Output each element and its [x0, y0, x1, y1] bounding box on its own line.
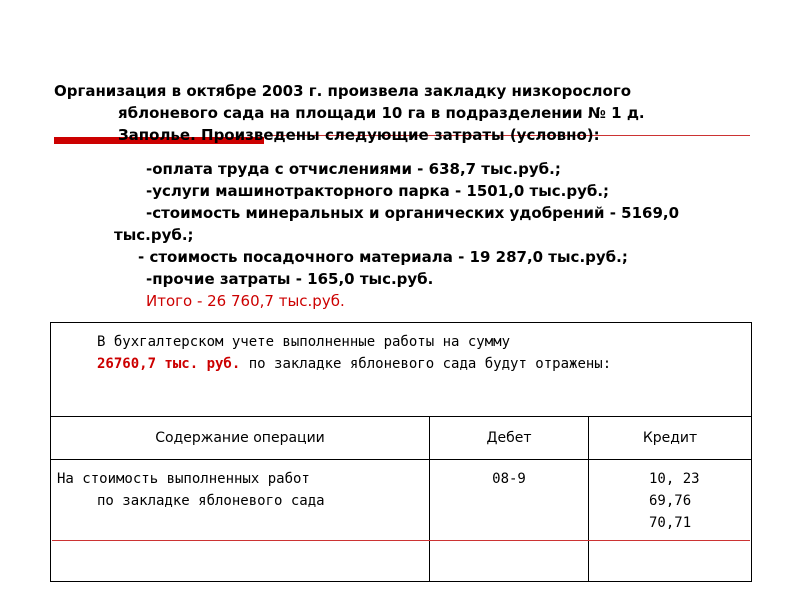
- header-text-post: по закладке яблоневого сада будут отражены:: [240, 356, 612, 372]
- debit-cell: 08-9: [430, 460, 589, 582]
- cost-item: -услуги машинотракторного парка - 1501,0 тыс.руб.;: [146, 182, 610, 200]
- credit-value: 69,76: [649, 493, 692, 510]
- credit-value: 70,71: [649, 515, 692, 532]
- operation-line-2: по закладке яблоневого сада: [97, 493, 325, 510]
- column-header-operation: Содержание операции: [51, 417, 430, 460]
- cost-item: -прочие затраты - 165,0 тыс.руб.: [146, 270, 434, 288]
- intro-line-2: яблоневого сада на площади 10 га в подразделении № 1 д.: [118, 104, 645, 122]
- total-line: Итого - 26 760,7 тыс.руб.: [146, 292, 345, 310]
- operation-line-1: На стоимость выполненных работ: [57, 471, 310, 488]
- header-text-pre: В бухгалтерском учете выполненные работы на сумму: [97, 334, 511, 350]
- table-row: [51, 460, 752, 582]
- credit-cell: [589, 460, 752, 582]
- column-header-credit: Кредит: [589, 417, 752, 460]
- cost-item: -оплата труда с отчислениями - 638,7 тыс.руб.;: [146, 160, 561, 178]
- table-header-cell: [51, 323, 752, 417]
- intro-text: [54, 80, 754, 312]
- operation-cell: [51, 460, 430, 582]
- column-header-debit: Дебет: [430, 417, 589, 460]
- table-header-row: [51, 323, 752, 417]
- credit-value: 10, 23: [649, 471, 700, 488]
- header-amount: 26760,7 тыс. руб.: [97, 356, 241, 372]
- column-header-row: [51, 417, 752, 460]
- intro-line-3: Заполье. Произведены следующие затраты (условно):: [118, 126, 600, 144]
- cost-item-continuation: тыс.руб.;: [114, 226, 194, 244]
- cost-item: -стоимость минеральных и органических удобрений - 5169,0: [146, 204, 680, 222]
- accounting-table: [50, 322, 752, 582]
- intro-line-1: Организация в октябре 2003 г. произвела закладку низкорослого: [54, 82, 631, 100]
- decorative-red-rule: [52, 540, 750, 541]
- cost-item: - стоимость посадочного материала - 19 287,0 тыс.руб.;: [138, 248, 628, 266]
